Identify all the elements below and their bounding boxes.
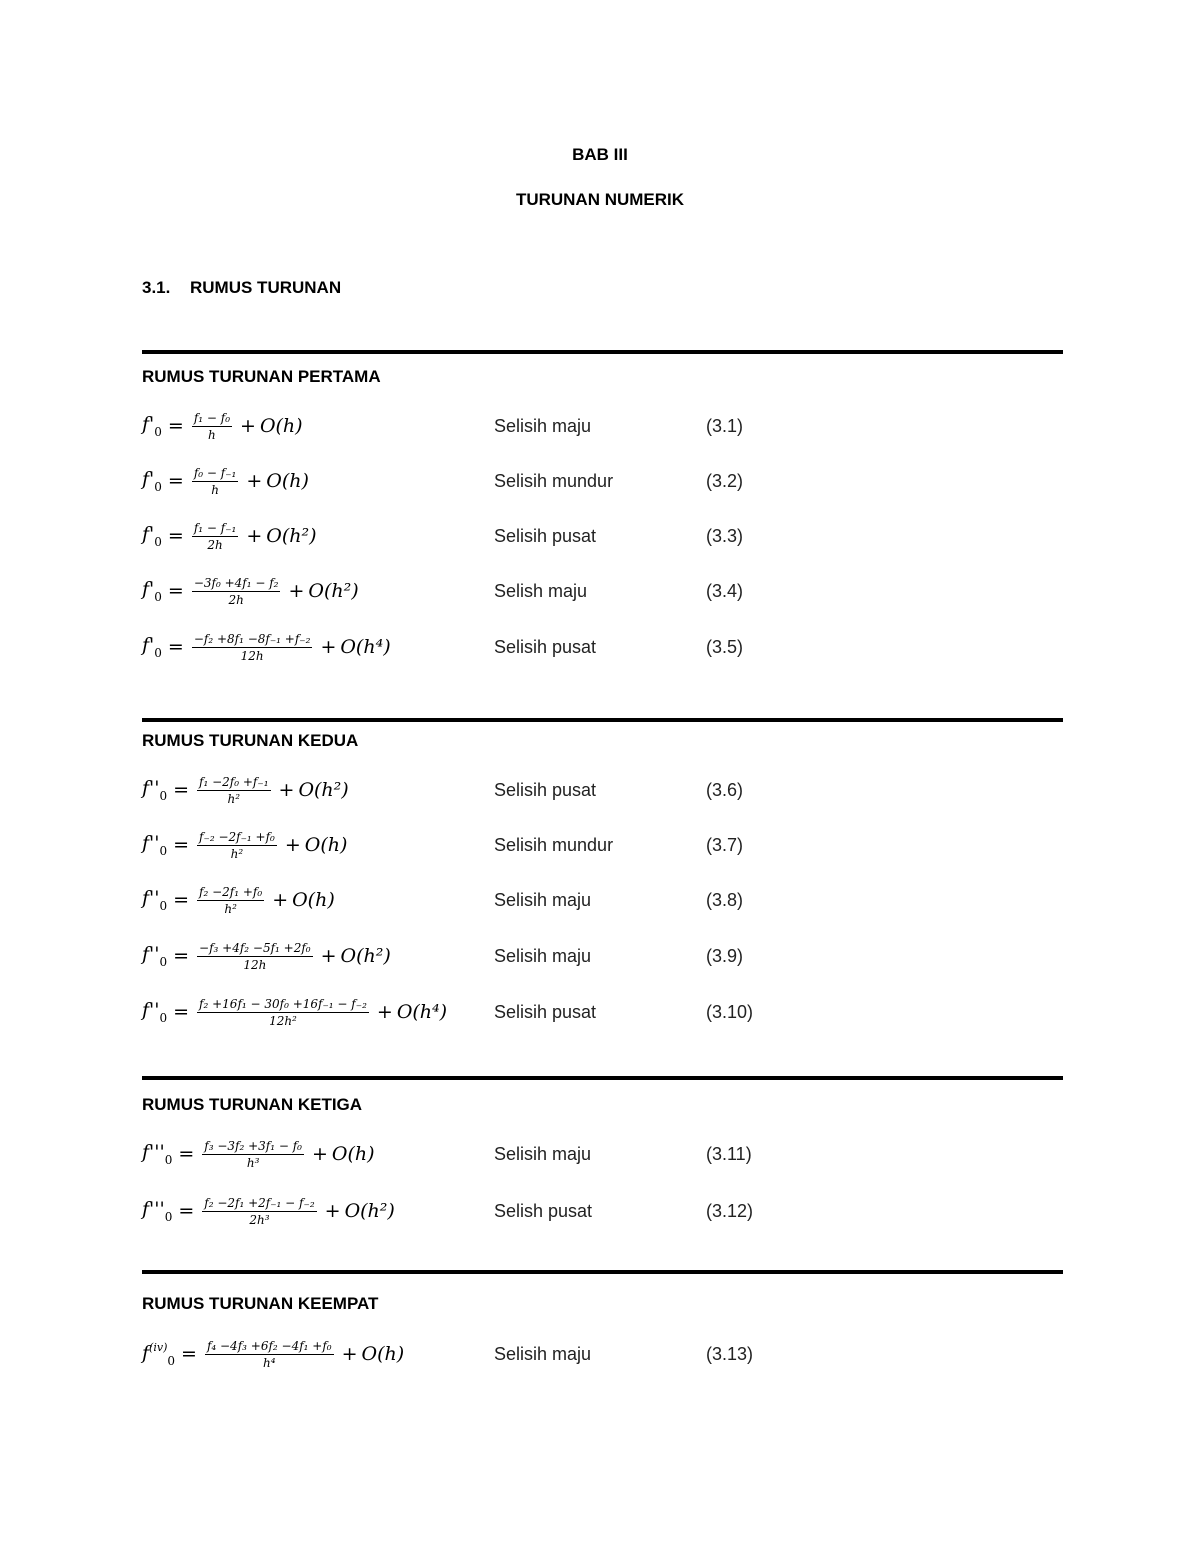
section-divider	[142, 1270, 1063, 1274]
formula-lhs	[142, 468, 162, 494]
formula-lhs-index: 0	[167, 1353, 176, 1368]
fraction-denominator: h²	[227, 791, 241, 806]
formula-fraction	[192, 522, 239, 551]
method-description: Selisih maju	[494, 416, 592, 436]
equation-number: (3.12)	[706, 1201, 754, 1221]
formula-fraction	[205, 1340, 334, 1369]
formula-lhs	[142, 1341, 175, 1368]
equation-number: (3.6)	[706, 780, 744, 800]
equals-sign: =	[173, 889, 190, 911]
section-divider	[142, 350, 1063, 354]
error-term	[325, 1200, 395, 1222]
formula-row	[142, 934, 842, 978]
error-term	[246, 525, 316, 547]
formula-row	[142, 514, 842, 558]
formula-fraction	[197, 776, 270, 805]
error-term	[246, 470, 309, 492]
method-description: Selisih maju	[494, 1144, 592, 1164]
method-description: Selisih pusat	[494, 637, 597, 657]
plus-sign: +	[288, 580, 305, 602]
fraction-numerator: f₃ −3f₂ +3f₁ − f₀	[204, 1138, 302, 1153]
error-order: O(h⁴)	[396, 1001, 448, 1023]
formula-lhs	[142, 634, 162, 660]
formula-lhs-index: 0	[159, 1011, 168, 1025]
error-order: O(h)	[266, 470, 309, 492]
formula-lhs-index: 0	[159, 899, 168, 913]
method-description: Selisih mundur	[494, 471, 614, 491]
formula-fraction	[192, 467, 239, 496]
formula	[142, 1332, 404, 1376]
section-heading: RUMUS TURUNAN PERTAMA	[142, 367, 381, 386]
error-term	[279, 779, 349, 801]
formula-lhs	[142, 413, 162, 439]
fraction-numerator: f₀ − f₋₁	[193, 465, 237, 480]
formula-lhs-symbol: f''	[142, 832, 160, 854]
formula-lhs	[142, 523, 162, 549]
formula	[142, 878, 335, 922]
formula-lhs-symbol: f'	[142, 413, 155, 435]
fraction-denominator: 2h³	[249, 1212, 270, 1227]
error-order: O(h)	[361, 1343, 405, 1365]
equals-sign: =	[167, 470, 184, 492]
error-order: O(h²)	[298, 779, 349, 801]
fraction-numerator: f₂ +16f₁ − 30f₀ +16f₋₁ − f₋₂	[199, 996, 367, 1011]
fraction-numerator: f₁ −2f₀ +f₋₁	[199, 774, 269, 789]
equation-number: (3.3)	[706, 526, 744, 546]
formula-lhs-index: 0	[164, 1210, 173, 1224]
formula-lhs	[142, 887, 167, 913]
plus-sign: +	[272, 889, 289, 911]
formula-lhs-symbol: f'''	[142, 1198, 165, 1220]
formula-lhs-symbol: f'	[142, 634, 155, 656]
equals-sign: =	[167, 525, 184, 547]
formula-fraction	[192, 633, 313, 662]
plus-sign: +	[320, 945, 337, 967]
formula-lhs	[142, 999, 167, 1025]
formula-row	[142, 569, 842, 613]
equation-number: (3.9)	[706, 946, 744, 966]
equation-number: (3.11)	[706, 1144, 752, 1164]
formula-lhs-index: 0	[154, 646, 162, 660]
fraction-denominator: h⁴	[262, 1355, 276, 1370]
formula-lhs-index: 0	[154, 535, 162, 549]
error-order: O(h)	[292, 889, 335, 911]
fraction-denominator: 12h	[243, 957, 267, 972]
formula-lhs	[142, 578, 162, 604]
method-description: Selisih mundur	[494, 835, 614, 855]
formula-lhs-index: 0	[154, 590, 162, 604]
formula-lhs-index: 0	[154, 425, 162, 439]
fraction-numerator: f₋₂ −2f₋₁ +f₀	[199, 829, 275, 844]
formula	[142, 1189, 395, 1233]
formula-fraction	[197, 998, 369, 1027]
equation-number: (3.4)	[706, 581, 744, 601]
formula	[142, 404, 303, 448]
error-order: O(h)	[331, 1143, 375, 1165]
formula-lhs-symbol: f''	[142, 999, 160, 1021]
equation-number: (3.1)	[706, 416, 744, 436]
formula-lhs-symbol: f'''	[142, 1141, 165, 1163]
formula-lhs-index: 0	[154, 480, 162, 494]
method-description: Selisih pusat	[494, 526, 597, 546]
error-term	[312, 1143, 375, 1165]
formula-lhs-symbol: f'	[142, 523, 155, 545]
plus-sign: +	[284, 834, 301, 856]
error-term	[288, 580, 358, 602]
error-order: O(h⁴)	[340, 636, 391, 658]
formula-fraction	[197, 942, 313, 971]
method-description: Selish maju	[494, 581, 588, 601]
section-divider	[142, 718, 1063, 722]
fraction-numerator: −3f₀ +4f₁ − f₂	[193, 575, 279, 590]
formula-lhs	[142, 832, 167, 858]
section-heading: RUMUS TURUNAN KEDUA	[142, 731, 359, 750]
equals-sign: =	[167, 580, 184, 602]
plus-sign: +	[246, 470, 263, 492]
error-order: O(h²)	[344, 1200, 395, 1222]
section-divider	[142, 1076, 1063, 1080]
plus-sign: +	[376, 1001, 393, 1023]
fraction-denominator: 12h²	[269, 1013, 297, 1028]
formula-lhs	[142, 943, 167, 969]
formula-lhs	[142, 777, 167, 803]
plus-sign: +	[246, 525, 263, 547]
formula-lhs-symbol: f''	[142, 943, 160, 965]
equation-number: (3.5)	[706, 637, 744, 657]
subsection-heading	[142, 278, 341, 298]
error-term	[342, 1343, 405, 1365]
formula-row	[142, 768, 842, 812]
fraction-numerator: −f₃ +4f₂ −5f₁ +2f₀	[199, 940, 311, 955]
plus-sign: +	[278, 779, 295, 801]
fraction-denominator: 2h	[207, 537, 223, 552]
formula-lhs-index: 0	[159, 844, 168, 858]
plus-sign: +	[320, 636, 337, 658]
method-description: Selisih pusat	[494, 780, 597, 800]
method-description: Selisih maju	[494, 946, 592, 966]
formula	[142, 569, 359, 613]
formula-lhs-symbol: f	[142, 1341, 150, 1364]
subsection-title: RUMUS TURUNAN	[190, 278, 342, 297]
error-term	[377, 1001, 447, 1023]
fraction-numerator: −f₂ +8f₁ −8f₋₁ +f₋₂	[193, 631, 311, 646]
fraction-numerator: f₁ − f₀	[193, 410, 231, 425]
equals-sign: =	[173, 834, 190, 856]
fraction-denominator: h	[211, 482, 219, 497]
formula-lhs	[142, 1141, 172, 1167]
fraction-denominator: 2h	[228, 592, 244, 607]
formula-fraction	[197, 831, 277, 860]
formula-row	[142, 404, 842, 448]
error-order: O(h²)	[340, 945, 391, 967]
method-description: Selisih pusat	[494, 1002, 597, 1022]
equals-sign: =	[181, 1343, 197, 1365]
formula-row	[142, 625, 842, 669]
fraction-denominator: h³	[246, 1155, 260, 1170]
formula-fraction	[197, 886, 264, 915]
section-heading: RUMUS TURUNAN KETIGA	[142, 1095, 363, 1114]
formula-lhs-symbol: f''	[142, 887, 160, 909]
chapter-title: TURUNAN NUMERIK	[515, 190, 685, 209]
formula	[142, 514, 317, 558]
formula-row	[142, 1189, 842, 1233]
plus-sign: +	[240, 415, 256, 437]
error-term	[320, 636, 390, 658]
formula-lhs-index: 0	[159, 955, 168, 969]
formula-fraction	[192, 577, 281, 606]
error-order: O(h)	[304, 834, 348, 856]
method-description: Selisih maju	[494, 1344, 592, 1364]
fraction-numerator: f₂ −2f₁ +f₀	[199, 884, 263, 899]
fraction-numerator: f₄ −4f₃ +6f₂ −4f₁ +f₀	[206, 1338, 332, 1353]
section-heading: RUMUS TURUNAN KEEMPAT	[142, 1294, 379, 1313]
formula-lhs-index: 0	[159, 789, 168, 803]
equation-number: (3.10)	[706, 1002, 754, 1022]
equals-sign: =	[178, 1143, 195, 1165]
formula-row	[142, 1332, 842, 1376]
plus-sign: +	[341, 1343, 358, 1365]
error-term	[285, 834, 348, 856]
formula-row	[142, 990, 842, 1034]
error-term	[321, 945, 391, 967]
equation-number: (3.8)	[706, 890, 744, 910]
equals-sign: =	[173, 945, 190, 967]
formula-row	[142, 1132, 842, 1176]
error-term	[272, 889, 335, 911]
fraction-numerator: f₁ − f₋₁	[193, 520, 237, 535]
formula-row	[142, 459, 842, 503]
formula-lhs	[142, 1198, 172, 1224]
formula	[142, 459, 309, 503]
method-description: Selish pusat	[494, 1201, 593, 1221]
formula-lhs-symbol: f'	[142, 578, 155, 600]
formula-row	[142, 823, 842, 867]
plus-sign: +	[324, 1200, 341, 1222]
formula-fraction	[202, 1140, 304, 1169]
formula	[142, 625, 391, 669]
equation-number: (3.13)	[706, 1344, 754, 1364]
formula	[142, 990, 447, 1034]
formula-fraction	[202, 1197, 316, 1226]
error-term	[240, 415, 303, 437]
equals-sign: =	[167, 636, 184, 658]
formula	[142, 768, 349, 812]
fraction-denominator: h²	[230, 846, 244, 861]
formula-lhs-symbol: f'	[142, 468, 155, 490]
equals-sign: =	[173, 1001, 190, 1023]
equation-number: (3.2)	[706, 471, 744, 491]
chapter-label: BAB III	[572, 145, 628, 164]
equation-number: (3.7)	[706, 835, 744, 855]
fraction-denominator: h	[208, 427, 216, 442]
subsection-number: 3.1.	[142, 278, 171, 297]
formula	[142, 1132, 375, 1176]
formula	[142, 934, 391, 978]
equals-sign: =	[178, 1200, 195, 1222]
fraction-numerator: f₂ −2f₁ +2f₋₁ − f₋₂	[204, 1195, 315, 1210]
formula-lhs-order: (iv)	[149, 1340, 168, 1354]
fraction-denominator: h²	[224, 901, 237, 916]
method-description: Selisih maju	[494, 890, 592, 910]
fraction-denominator: 12h	[240, 648, 264, 663]
equals-sign: =	[167, 415, 184, 437]
formula-lhs-index: 0	[164, 1153, 173, 1167]
formula-fraction	[192, 412, 232, 441]
error-order: O(h)	[259, 415, 303, 437]
formula	[142, 823, 347, 867]
formula-lhs-symbol: f''	[142, 777, 160, 799]
equals-sign: =	[173, 779, 190, 801]
error-order: O(h²)	[308, 580, 359, 602]
plus-sign: +	[311, 1143, 328, 1165]
error-order: O(h²)	[266, 525, 317, 547]
formula-row	[142, 878, 842, 922]
